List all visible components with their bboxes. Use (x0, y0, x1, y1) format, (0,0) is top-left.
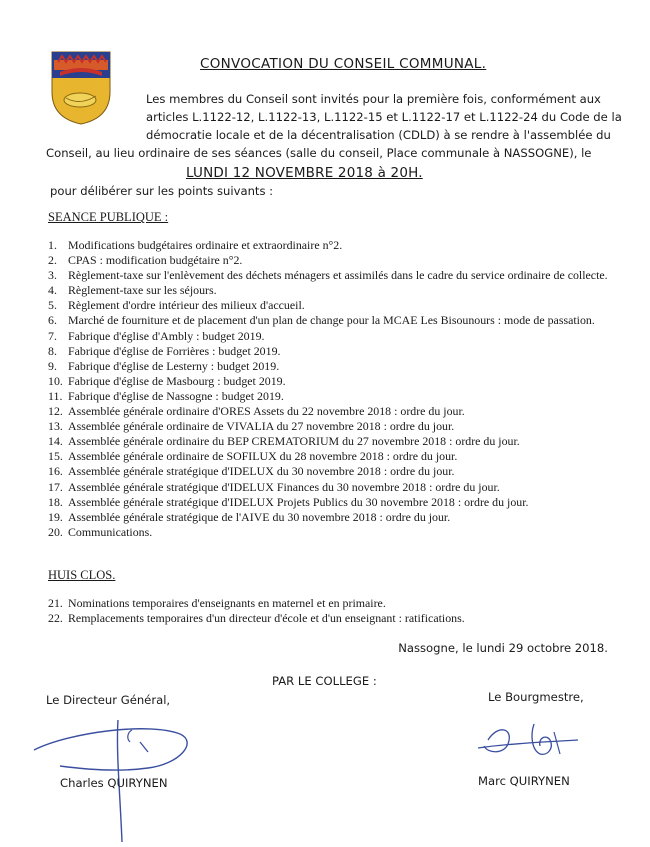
item-number: 18. (48, 494, 63, 509)
director-title: Le Directeur Général, (46, 693, 171, 707)
item-number: 17. (48, 479, 63, 494)
item-text: Assemblée générale stratégique de l'AIVE du 30 novembre 2018 : ordre du jour. (68, 509, 451, 524)
list-item (48, 374, 608, 389)
mayor-name: Marc QUIRYNEN (478, 774, 570, 788)
item-text: Fabrique d'église d'Ambly : budget 2019. (68, 328, 265, 343)
item-text: Marché de fourniture et de placement d'un plan de change pour la MCAE Les Bisounours : mode de passation. (68, 313, 595, 328)
par-le-college-label: PAR LE COLLEGE : (272, 674, 377, 688)
item-text: Nominations temporaires d'enseignants en maternel et en primaire. (68, 596, 386, 610)
item-text: Remplacements temporaires d'un directeur d'école et d'un enseignant : ratifications. (68, 611, 465, 626)
item-text: Fabrique d'église de Forrières : budget 2019. (68, 343, 281, 358)
item-number: 3. (48, 268, 57, 283)
item-number: 11. (48, 388, 63, 403)
list-item (48, 389, 608, 404)
list-item (48, 449, 608, 464)
public-session-list (48, 238, 608, 540)
closed-session-heading: HUIS CLOS. (48, 568, 116, 582)
list-item (48, 283, 608, 298)
item-number: 4. (48, 283, 57, 298)
item-number: 19. (48, 509, 63, 524)
item-text: Assemblée générale stratégique d'IDELUX Projets Publics du 30 novembre 2018 : ordre du jour. (68, 494, 529, 509)
mayor-signature (474, 718, 584, 768)
list-item (48, 611, 608, 626)
item-number: 16. (48, 464, 63, 479)
item-number: 14. (48, 434, 63, 449)
list-item (48, 253, 608, 268)
item-text: Assemblée générale ordinaire du BEP CREMATORIUM du 27 novembre 2018 : ordre du jour. (68, 434, 520, 449)
deliberate-line: pour délibérer sur les points suivants : (50, 184, 274, 198)
intro-line-2: articles L.1122-12, L.1122-13, L.1122-15 et L.1122-17 et L.1122-24 du Code de la (146, 110, 622, 124)
list-item (48, 596, 608, 611)
list-item (48, 434, 608, 449)
list-item (48, 510, 608, 525)
intro-line-3: démocratie locale et de la décentralisation (CDLD) à se rendre à l'assemblée du (146, 128, 611, 142)
list-item (48, 525, 608, 540)
director-name: Charles QUIRYNEN (60, 776, 168, 790)
item-text: Modifications budgétaires ordinaire et extraordinaire n°2. (68, 238, 343, 252)
item-number: 7. (48, 328, 57, 343)
item-text: CPAS : modification budgétaire n°2. (68, 253, 243, 268)
item-number: 10. (48, 373, 63, 388)
item-number: 13. (48, 419, 63, 434)
item-number: 1. (48, 238, 57, 252)
item-number: 5. (48, 298, 57, 313)
item-text: Règlement-taxe sur les séjours. (68, 283, 217, 298)
intro-line-4: Conseil, au lieu ordinaire de ses séances (salle du conseil, Place communale à NASSOGNE), le (46, 146, 592, 160)
item-number: 8. (48, 343, 57, 358)
list-item (48, 329, 608, 344)
municipal-coat-of-arms-icon (50, 50, 112, 126)
closed-session-list (48, 596, 608, 626)
list-item (48, 464, 608, 479)
item-text: Assemblée générale ordinaire d'ORES Assets du 22 novembre 2018 : ordre du jour. (68, 404, 465, 419)
item-text: Règlement d'ordre intérieur des milieux d'accueil. (68, 298, 305, 313)
list-item (48, 238, 608, 253)
list-item (48, 313, 608, 328)
public-session-heading: SEANCE PUBLIQUE : (48, 210, 169, 224)
item-text: Assemblée générale stratégique d'IDELUX Finances du 30 novembre 2018 : ordre du jour. (68, 479, 500, 494)
list-item (48, 344, 608, 359)
list-item (48, 298, 608, 313)
item-text: Règlement-taxe sur l'enlèvement des déchets ménagers et assimilés dans le cadre du service ordinaire de collecte. (68, 268, 608, 283)
item-text: Fabrique d'église de Nassogne : budget 2019. (68, 388, 284, 403)
list-item (48, 495, 608, 510)
item-number: 6. (48, 313, 57, 328)
list-item (48, 404, 608, 419)
item-text: Fabrique d'église de Masbourg : budget 2019. (68, 373, 286, 388)
intro-line-1: Les membres du Conseil sont invités pour la première fois, conformément aux (146, 92, 601, 106)
item-number: 9. (48, 358, 57, 373)
place-and-date: Nassogne, le lundi 29 octobre 2018. (398, 641, 608, 655)
list-item (48, 419, 608, 434)
item-number: 21. (48, 596, 63, 610)
item-number: 12. (48, 404, 63, 419)
list-item (48, 359, 608, 374)
item-number: 22. (48, 611, 63, 626)
item-number: 15. (48, 449, 63, 464)
list-item (48, 480, 608, 495)
item-text: Fabrique d'église de Lesterny : budget 2019. (68, 358, 280, 373)
item-text: Communications. (68, 524, 153, 539)
meeting-date: LUNDI 12 NOVEMBRE 2018 à 20H. (186, 165, 423, 181)
item-text: Assemblée générale ordinaire de SOFILUX du 28 novembre 2018 : ordre du jour. (68, 449, 458, 464)
mayor-title: Le Bourgmestre, (488, 690, 584, 704)
item-text: Assemblée générale ordinaire de VIVALIA du 27 novembre 2018 : ordre du jour. (68, 419, 455, 434)
item-number: 20. (48, 524, 63, 539)
document-title: CONVOCATION DU CONSEIL COMMUNAL. (200, 56, 487, 72)
item-text: Assemblée générale stratégique d'IDELUX du 30 novembre 2018 : ordre du jour. (68, 464, 455, 479)
list-item (48, 268, 608, 283)
item-number: 2. (48, 253, 57, 268)
